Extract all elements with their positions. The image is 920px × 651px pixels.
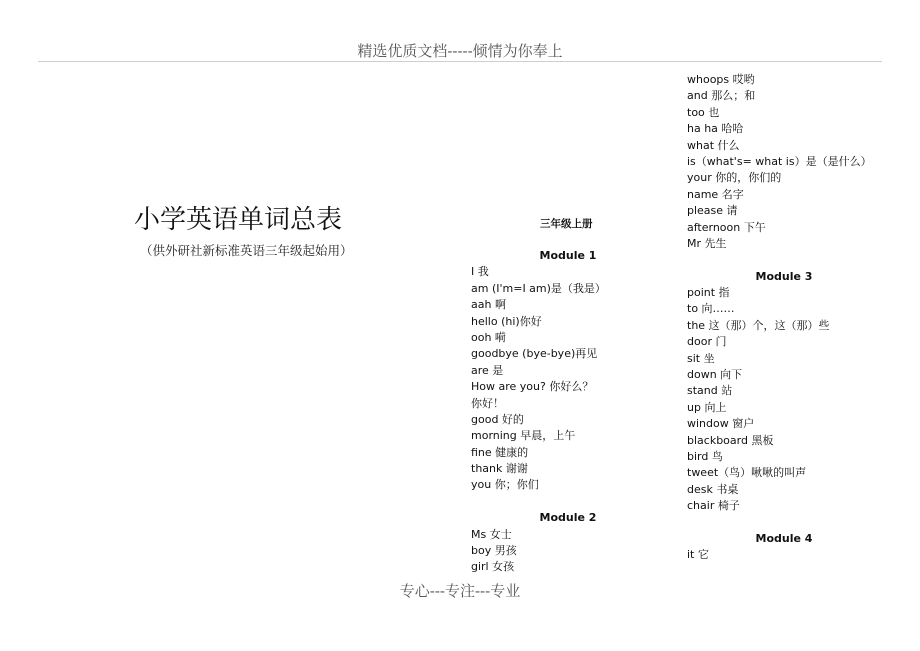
- module-2-continued-list: [687, 72, 887, 252]
- word-item: How are you? 你好么？: [471, 380, 594, 394]
- word-item: Mr 先生: [687, 236, 727, 250]
- word-item: blackboard 黑板: [687, 433, 774, 447]
- word-item: thank 谢谢: [471, 462, 528, 476]
- module-4-list: [687, 547, 887, 563]
- word-item: afternoon 下午: [687, 220, 766, 234]
- module-1-heading: Module 1: [539, 249, 597, 262]
- word-item: are 是: [471, 363, 504, 377]
- page-header: 精选优质文档-----倾情为你奉上: [357, 42, 563, 60]
- word-item: bird 鸟: [687, 449, 723, 463]
- word-item: what 什么: [687, 138, 740, 152]
- word-item: sit 坐: [687, 351, 715, 365]
- module-3-list: [687, 285, 887, 514]
- word-item: you 你；你们: [471, 478, 539, 492]
- word-item: stand 站: [687, 384, 733, 398]
- document-title: 小学英语单词总表: [134, 205, 343, 235]
- document-subtitle: （供外研社新标准英语三年级起始用）: [140, 243, 353, 258]
- word-item: boy 男孩: [471, 544, 517, 558]
- header-divider: [38, 61, 882, 62]
- word-item: door 门: [687, 335, 727, 349]
- word-item: whoops 哎哟: [687, 73, 755, 86]
- word-item: fine 健康的: [471, 445, 529, 459]
- word-item: please 请: [687, 204, 738, 218]
- word-item: Ms 女士: [471, 527, 512, 541]
- word-item: am (I'm=I am)是（我是）: [471, 281, 606, 295]
- page-footer: 专心---专注---专业: [399, 582, 521, 600]
- module-1-list: [471, 264, 661, 493]
- word-item: name 名字: [687, 187, 744, 201]
- word-item: too 也: [687, 105, 720, 119]
- word-item: and 那么；和: [687, 89, 756, 103]
- word-item: desk 书桌: [687, 482, 739, 496]
- module-2-heading: Module 2: [539, 511, 597, 525]
- word-item: I 我: [471, 265, 489, 279]
- word-item: morning 早晨，上午: [471, 429, 576, 443]
- module-2-list: [471, 527, 661, 576]
- module-3-heading: Module 3: [755, 269, 813, 283]
- word-item: your 你的，你们的: [687, 171, 782, 185]
- word-item: ha ha 哈哈: [687, 122, 744, 136]
- word-item: to 向……: [687, 302, 735, 316]
- word-item: girl 女孩: [471, 560, 515, 574]
- module-4-heading: Module 4: [755, 531, 813, 545]
- word-item: hello (hi)你好: [471, 314, 542, 328]
- word-item: goodbye (bye-bye)再见: [471, 347, 598, 361]
- word-item: ooh 嗬: [471, 330, 506, 344]
- word-item: tweet（鸟）啾啾的叫声: [687, 466, 807, 480]
- word-item: down 向下: [687, 368, 743, 382]
- word-item: point 指: [687, 286, 730, 300]
- word-item: it 它: [687, 548, 709, 562]
- word-item: window 窗户: [687, 417, 755, 431]
- grade-heading: 三年级上册: [540, 218, 593, 230]
- word-item: is（what's= what is）是（是什么）: [687, 154, 872, 168]
- word-item: aah 啊: [471, 298, 506, 312]
- word-item: good 好的: [471, 412, 524, 426]
- word-item: chair 椅子: [687, 499, 740, 513]
- word-item: 你好！: [471, 396, 504, 410]
- right-column: [687, 72, 887, 564]
- word-item: up 向上: [687, 400, 727, 414]
- middle-column: [471, 248, 661, 576]
- word-item: the 这（那）个，这（那）些: [687, 318, 830, 332]
